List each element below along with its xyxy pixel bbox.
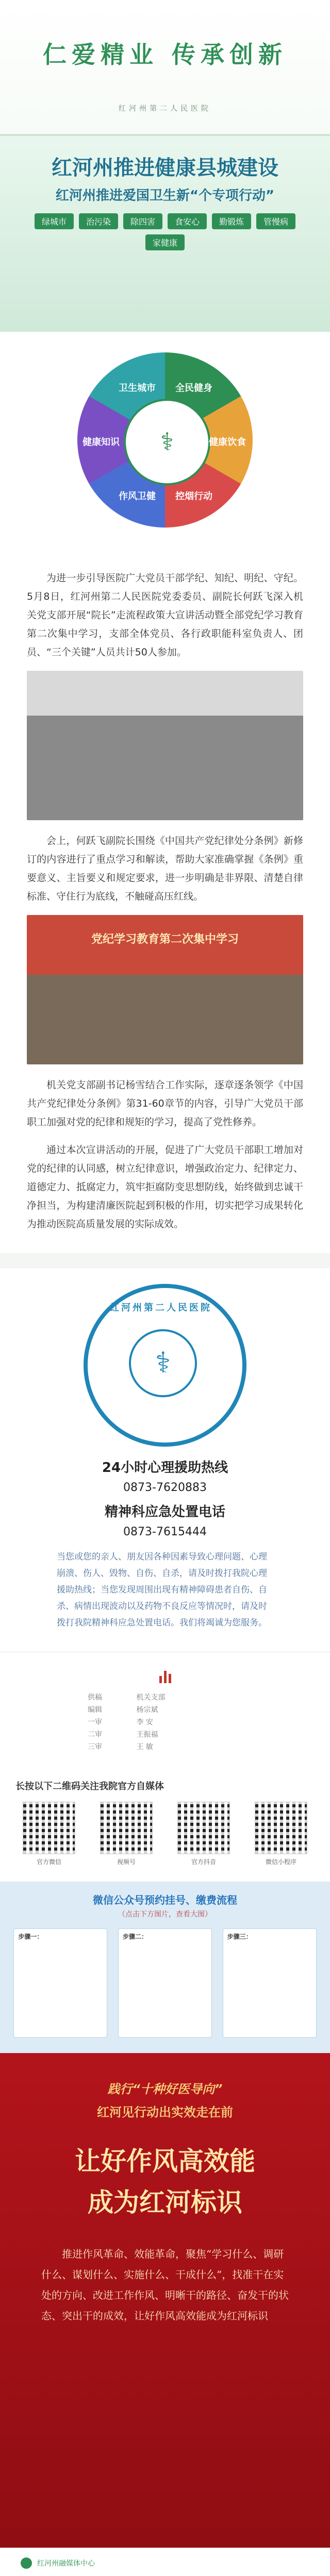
- campaign-title: 红河州推进健康县城建设: [52, 156, 278, 180]
- campaign-tag: 治污染: [79, 213, 118, 229]
- campaign-tag: 除四害: [123, 213, 162, 229]
- qr-code-icon[interactable]: [23, 1802, 75, 1854]
- hospital-logo: [84, 1284, 246, 1447]
- wheel-label: 健康知识: [82, 437, 120, 448]
- booking-steps: [0, 1928, 330, 2038]
- qr-card[interactable]: [98, 1802, 155, 1866]
- psych-hotline-number[interactable]: 0873-7620883: [123, 1481, 207, 1494]
- credit-person: 杨宗斌: [136, 1706, 158, 1714]
- credit-person: 王振福: [136, 1731, 158, 1739]
- media-center-footer: [0, 2548, 330, 2576]
- meeting-photo: [27, 915, 303, 1064]
- credit-person: 王 敏: [136, 1743, 153, 1751]
- banner-body: 推进作风革命、效能革命，聚焦“学习什么、调研什么、谋划什么、实施什么、干成什么”，找准干在实处的方向、改进工作作风、明晰干的路径、奋发干的状态、突出干的成效，让好作风高效能成为红河标识: [41, 2248, 289, 2322]
- booking-guide-subtitle: （点击下方图片，查看大图）: [118, 1910, 212, 1919]
- wheel-label: 健康饮食: [209, 437, 246, 448]
- wheel-label: 控烟行动: [175, 491, 212, 502]
- campaign-banner: [0, 136, 330, 332]
- article-body: [0, 558, 330, 1253]
- qr-card[interactable]: [253, 1802, 309, 1866]
- photo-banner-text: 党纪学习教育第二次集中学习: [91, 933, 239, 946]
- booking-guide-title: 微信公众号预约挂号、缴费流程: [93, 1894, 237, 1906]
- credit-row: [88, 1704, 242, 1716]
- qr-section: [0, 1769, 330, 1882]
- booking-step-image[interactable]: [118, 1928, 212, 2038]
- article-paragraph: 机关党支部副书记杨雪结合工作实际，逐章逐条领学《中国共产党纪律处分条例》第31-60章节的内容，引导广大党员干部职工加强对党的纪律和规矩的学习，提高了党性修养。: [27, 1079, 303, 1128]
- wheel-label: 卫生城市: [119, 383, 156, 394]
- hotline-description: 当您或您的亲人、朋友因各种因素导致心理问题、心理崩溃、伤人、毁物、自伤、自杀，请及时拨打我院心理援助热线；当您发现周围出现有精神障碍患者自伤、自杀、病情出现波动以及药物不良反应等情况时，请及时拨打我院精神科应急处置电话。我们将竭诚为您服务。: [57, 1552, 267, 1628]
- caduceus-icon: ⚕: [129, 1329, 197, 1397]
- qr-row: [0, 1802, 330, 1866]
- hospital-name: 红河州第二人民医院: [119, 105, 211, 113]
- qr-code-icon[interactable]: [100, 1802, 153, 1854]
- booking-step-label: 步骤一：: [18, 1933, 43, 1940]
- qr-card[interactable]: [175, 1802, 232, 1866]
- qr-label: 官方抖音: [191, 1858, 216, 1866]
- banner-title: 成为红河标识: [88, 2187, 242, 2217]
- credit-row: [88, 1728, 242, 1741]
- article-paragraph: 会上，何跃飞副院长围绕《中国共产党纪律处分条例》新修订的内容进行了重点学习和解读，帮助大家准确掌握《条例》重要意义、主旨要义和规定要求，进一步明确是非界限、清楚自律标准、守住行为底线，不触碰高压红线。: [27, 835, 303, 902]
- credits-section: [0, 1652, 330, 1769]
- emergency-hotline-title: 精神科应急处置电话: [104, 1504, 225, 1520]
- wheel-label: 作风卫健: [119, 491, 156, 502]
- campaign-tag: 管慢病: [256, 213, 295, 229]
- booking-step-label: 步骤三：: [227, 1933, 252, 1940]
- credit-row: [88, 1741, 242, 1753]
- qr-label: 微信小程序: [265, 1858, 296, 1866]
- emergency-hotline-number[interactable]: 0873-7615444: [123, 1526, 207, 1538]
- credit-person: 李 安: [136, 1718, 153, 1726]
- credit-person: 机关支部: [136, 1693, 166, 1702]
- media-center-name: 红河州融媒体中心: [37, 2560, 95, 2568]
- qr-label: 官方微信: [36, 1858, 61, 1866]
- hospital-slogan: 仁爱精业 传承创新: [42, 41, 287, 69]
- booking-step-image[interactable]: [13, 1928, 107, 2038]
- credit-row: [88, 1691, 242, 1704]
- campaign-tag: 勤锻炼: [212, 213, 251, 229]
- hotline-section: [0, 1268, 330, 1652]
- campaign-tag: 食安心: [168, 213, 207, 229]
- credit-role: 编辑: [88, 1706, 102, 1714]
- qr-card[interactable]: [21, 1802, 77, 1866]
- qr-code-icon[interactable]: [177, 1802, 230, 1854]
- qr-section-title: 长按以下二维码关注我院官方自媒体: [15, 1781, 164, 1792]
- credit-row: [88, 1716, 242, 1728]
- health-wheel-graphic: [0, 332, 330, 558]
- wheel-label: 全民健身: [175, 383, 212, 394]
- hospital-logo-text: 红河州第二人民医院: [110, 1302, 212, 1313]
- style-campaign-banner: [0, 2053, 330, 2576]
- credit-role: 一审: [88, 1718, 102, 1726]
- psych-hotline-title: 24小时心理援助热线: [102, 1460, 228, 1476]
- booking-step-image[interactable]: [223, 1928, 317, 2038]
- article-paragraph: 为进一步引导医院广大党员干部学纪、知纪、明纪、守纪。5月8日，红河州第二人民医院党委委员、副院长何跃飞深入机关党支部开展“院长”走流程政策大宣讲活动暨全部党纪学习教育第二次集中学习，支部全体党员、各行政职能科室负责人、团员、“三个关键”人员共计50人参加。: [27, 572, 303, 658]
- booking-guide-section: [0, 1882, 330, 2053]
- meeting-photo: [27, 671, 303, 820]
- credit-role: 二审: [88, 1731, 102, 1739]
- article-paragraph: 通过本次宣讲活动的开展，促进了广大党员干部职工增加对党的纪律的认同感，树立纪律意识，增强政治定力、纪律定力、道德定力、抵腐定力，筑牢拒腐防变思想防线，始终做到忠诚干净担当，为构建清廉医院起到积极的作用，切实把学习成果转化为推动医院高质量发展的实际成效。: [27, 1144, 303, 1230]
- qr-label: 视频号: [117, 1858, 136, 1866]
- media-logo-icon: [21, 2557, 32, 2569]
- banner-title: 让好作风高效能: [75, 2146, 255, 2176]
- campaign-subtitle: 红河州推进爱国卫生新“个专项行动”: [55, 188, 275, 204]
- campaign-tags: [31, 213, 299, 250]
- qr-code-icon[interactable]: [255, 1802, 307, 1854]
- campaign-tag: 绿城市: [35, 213, 74, 229]
- credit-role: 供稿: [88, 1693, 102, 1702]
- credit-role: 三审: [88, 1743, 102, 1751]
- booking-step-label: 步骤二：: [122, 1933, 147, 1940]
- bar-chart-icon: [157, 1668, 173, 1683]
- header-banner: [0, 0, 330, 136]
- campaign-tag: 家健康: [145, 234, 185, 250]
- caduceus-icon: ⚕: [124, 399, 210, 485]
- banner-headline: 践行“十种好医导向”: [107, 2082, 223, 2096]
- banner-headline: 红河见行动出实效走在前: [97, 2105, 233, 2120]
